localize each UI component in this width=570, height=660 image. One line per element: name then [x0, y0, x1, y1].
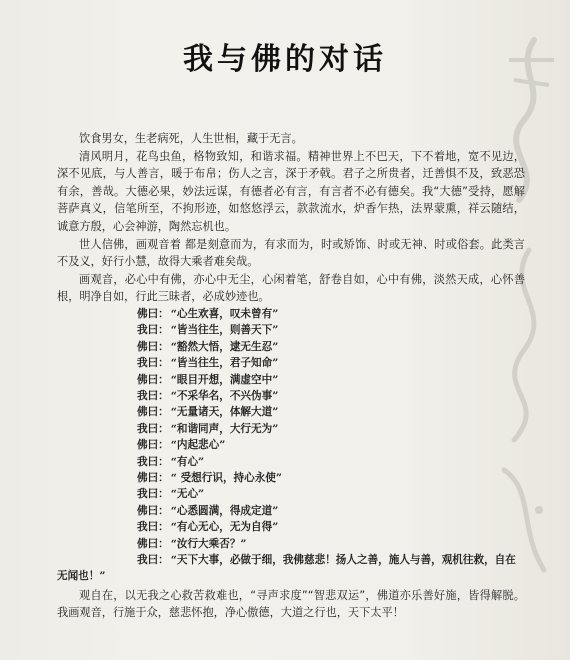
- dialogue-text: “无心”: [170, 488, 205, 501]
- speaker: 佛曰：: [137, 472, 169, 484]
- dialogue-line: [57, 421, 525, 437]
- dialogue-line: [57, 404, 525, 420]
- dialogue-text: “ 受想行识，持心永使”: [170, 472, 282, 484]
- paragraph: 世人信佛，画观音着 都是刻意而为，有求而为，时或矫饰、时或无神、时或俗套。此类言不及义，好行小慧，故得大乘者难矣哉。: [57, 237, 525, 269]
- dialogue-line: [57, 322, 525, 338]
- dialogue-text: “和谐同声，大行无为”: [170, 422, 279, 435]
- speaker: 我曰：: [137, 389, 169, 402]
- dialogue-text: “无量诸天，体解大道”: [170, 406, 279, 419]
- speaker: 我曰：: [137, 521, 169, 534]
- closing-paragraph: 观自在，以无我之心救苦救难也，“寻声求度”“智悲双运”，佛道亦乐善好施，皆得解脱。我画观音，行施于众，慈悲怀抱，净心傲德，大道之行也，天下太平！: [57, 588, 525, 620]
- paragraph: 饮食男女，生老病死，人生世相，藏于无言。: [79, 132, 303, 145]
- dialogue-line: [57, 552, 525, 585]
- dialogue-text: “内起悲心”: [170, 439, 226, 452]
- dialogue-text: “汝行大乘否？”: [170, 537, 247, 550]
- paragraph: 清风明月，花鸟虫鱼，格物致知，和谐求福。精神世界上不巴天，下不着地，宽不见边，深不见底，与人善言，暖于布帛；伤人之言，深于矛戟。君子之所贵者，迁善惧不及，致恶恐有余，善哉。大德必果，妙法远谋，有德者必有言，有言者不必有德矣。我“大德”受持，愿解菩萨真义，信笔所至，不拘形迹，如悠悠浮云，款款流水，炉香乍热，法界蒙熏，祥云随结，诚意方殷，心会神游，陶然忘机也。: [57, 149, 525, 233]
- speaker: 我曰：: [137, 357, 169, 370]
- speaker: 我曰：: [137, 488, 169, 501]
- dialogue-text: “心生欢喜，叹未曾有”: [170, 307, 279, 320]
- dialogue-block: [57, 306, 525, 585]
- speaker: 佛曰：: [137, 504, 169, 517]
- dialogue-text: “豁然大悟，逮无生忍”: [170, 340, 279, 353]
- dialogue-line: [57, 388, 525, 404]
- paragraph: 画观音，必心中有佛，亦心中无尘，心闲着笔，舒卷自如，心中有佛，淡然天成，心怀善根，明净自如，行此三昧者，必成妙迹也。: [57, 272, 525, 304]
- dialogue-line: [57, 372, 525, 388]
- page-title: 我与佛的对话: [183, 42, 387, 77]
- dialogue-text: “皆当往生，则善天下”: [170, 324, 279, 337]
- dialogue-text: “天下大事，必做于细，我佛慈悲！扬人之善，施人与善，观机往救，自在无闻也！”: [57, 554, 516, 583]
- dialogue-line: [57, 486, 525, 502]
- dialogue-text: “眼目开想，满虚空中”: [170, 373, 279, 386]
- dialogue-line: [57, 536, 525, 552]
- speaker: 我曰：: [137, 324, 169, 337]
- dialogue-text: “有心”: [170, 455, 205, 468]
- speaker: 佛曰：: [137, 439, 169, 452]
- speaker: 佛曰：: [137, 340, 169, 353]
- speaker: 我曰：: [137, 422, 169, 435]
- dialogue-line: [57, 519, 525, 535]
- dialogue-text: “有心无心，无为自得”: [170, 521, 279, 534]
- dialogue-line: [57, 306, 525, 322]
- article-body: [57, 130, 525, 622]
- dialogue-line: [57, 503, 525, 519]
- dialogue-line: [57, 437, 525, 453]
- speaker: 我曰：: [137, 554, 169, 567]
- dialogue-line: [57, 454, 525, 470]
- dialogue-text: “心悉圆满，得成定道”: [170, 504, 279, 517]
- speaker: 我曰：: [137, 455, 169, 468]
- dialogue-line: [57, 470, 525, 486]
- dialogue-text: “皆当往生，君子知命”: [170, 357, 279, 370]
- speaker: 佛曰：: [137, 406, 169, 419]
- speaker: 佛曰：: [137, 307, 169, 320]
- speaker: 佛曰：: [137, 373, 169, 386]
- dialogue-line: [57, 339, 525, 355]
- dialogue-text: “不采华名，不兴伪事”: [170, 389, 279, 402]
- dialogue-line: [57, 355, 525, 371]
- speaker: 佛曰：: [137, 537, 169, 550]
